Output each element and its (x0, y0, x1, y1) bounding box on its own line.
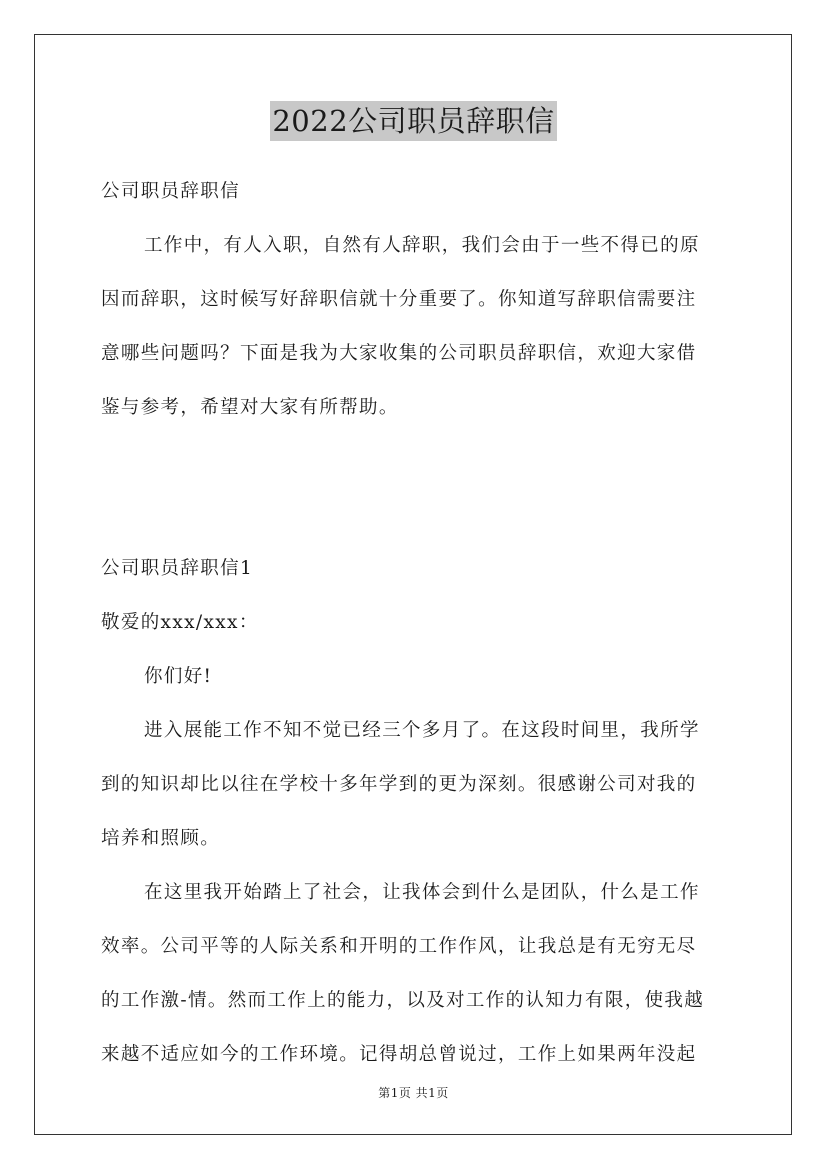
document-title: 2022公司职员辞职信 (270, 101, 556, 141)
paragraph-line: 来越不适应如今的工作环境。记得胡总曾说过，工作上如果两年没起 (101, 1044, 697, 1065)
salutation: 敬爱的xxx/xxx： (101, 612, 259, 633)
paragraph-line: 在这里我开始踏上了社会，让我体会到什么是团队，什么是工作 (144, 882, 700, 903)
paragraph-line: 进入展能工作不知不觉已经三个多月了。在这段时间里，我所学 (144, 720, 700, 741)
paragraph-line: 培养和照顾。 (101, 828, 221, 849)
paragraph-line: 效率。公司平等的人际关系和开明的工作作风，让我总是有无穷无尽 (101, 936, 697, 957)
section-heading: 公司职员辞职信1 (101, 558, 254, 579)
intro-line: 因而辞职，这时候写好辞职信就十分重要了。你知道写辞职信需要注 (101, 289, 697, 310)
page-footer (0, 1084, 827, 1101)
subtitle: 公司职员辞职信 (101, 181, 240, 202)
intro-line: 意哪些问题吗？下面是我为大家收集的公司职员辞职信，欢迎大家借 (101, 343, 697, 364)
document-body (101, 172, 729, 1089)
paragraph-line: 的工作激-情。然而工作上的能力，以及对工作的认知力有限，使我越 (101, 990, 705, 1011)
title-container (0, 101, 827, 141)
intro-line: 工作中，有人入职，自然有人辞职，我们会由于一些不得已的原 (144, 235, 700, 256)
paragraph-line: 到的知识却比以往在学校十多年学到的更为深刻。很感谢公司对我的 (101, 774, 697, 795)
page-number: 第1页 共1页 (378, 1086, 449, 1100)
section-spacer (101, 442, 729, 549)
greeting: 你们好! (144, 666, 213, 687)
intro-line: 鉴与参考，希望对大家有所帮助。 (101, 397, 399, 418)
